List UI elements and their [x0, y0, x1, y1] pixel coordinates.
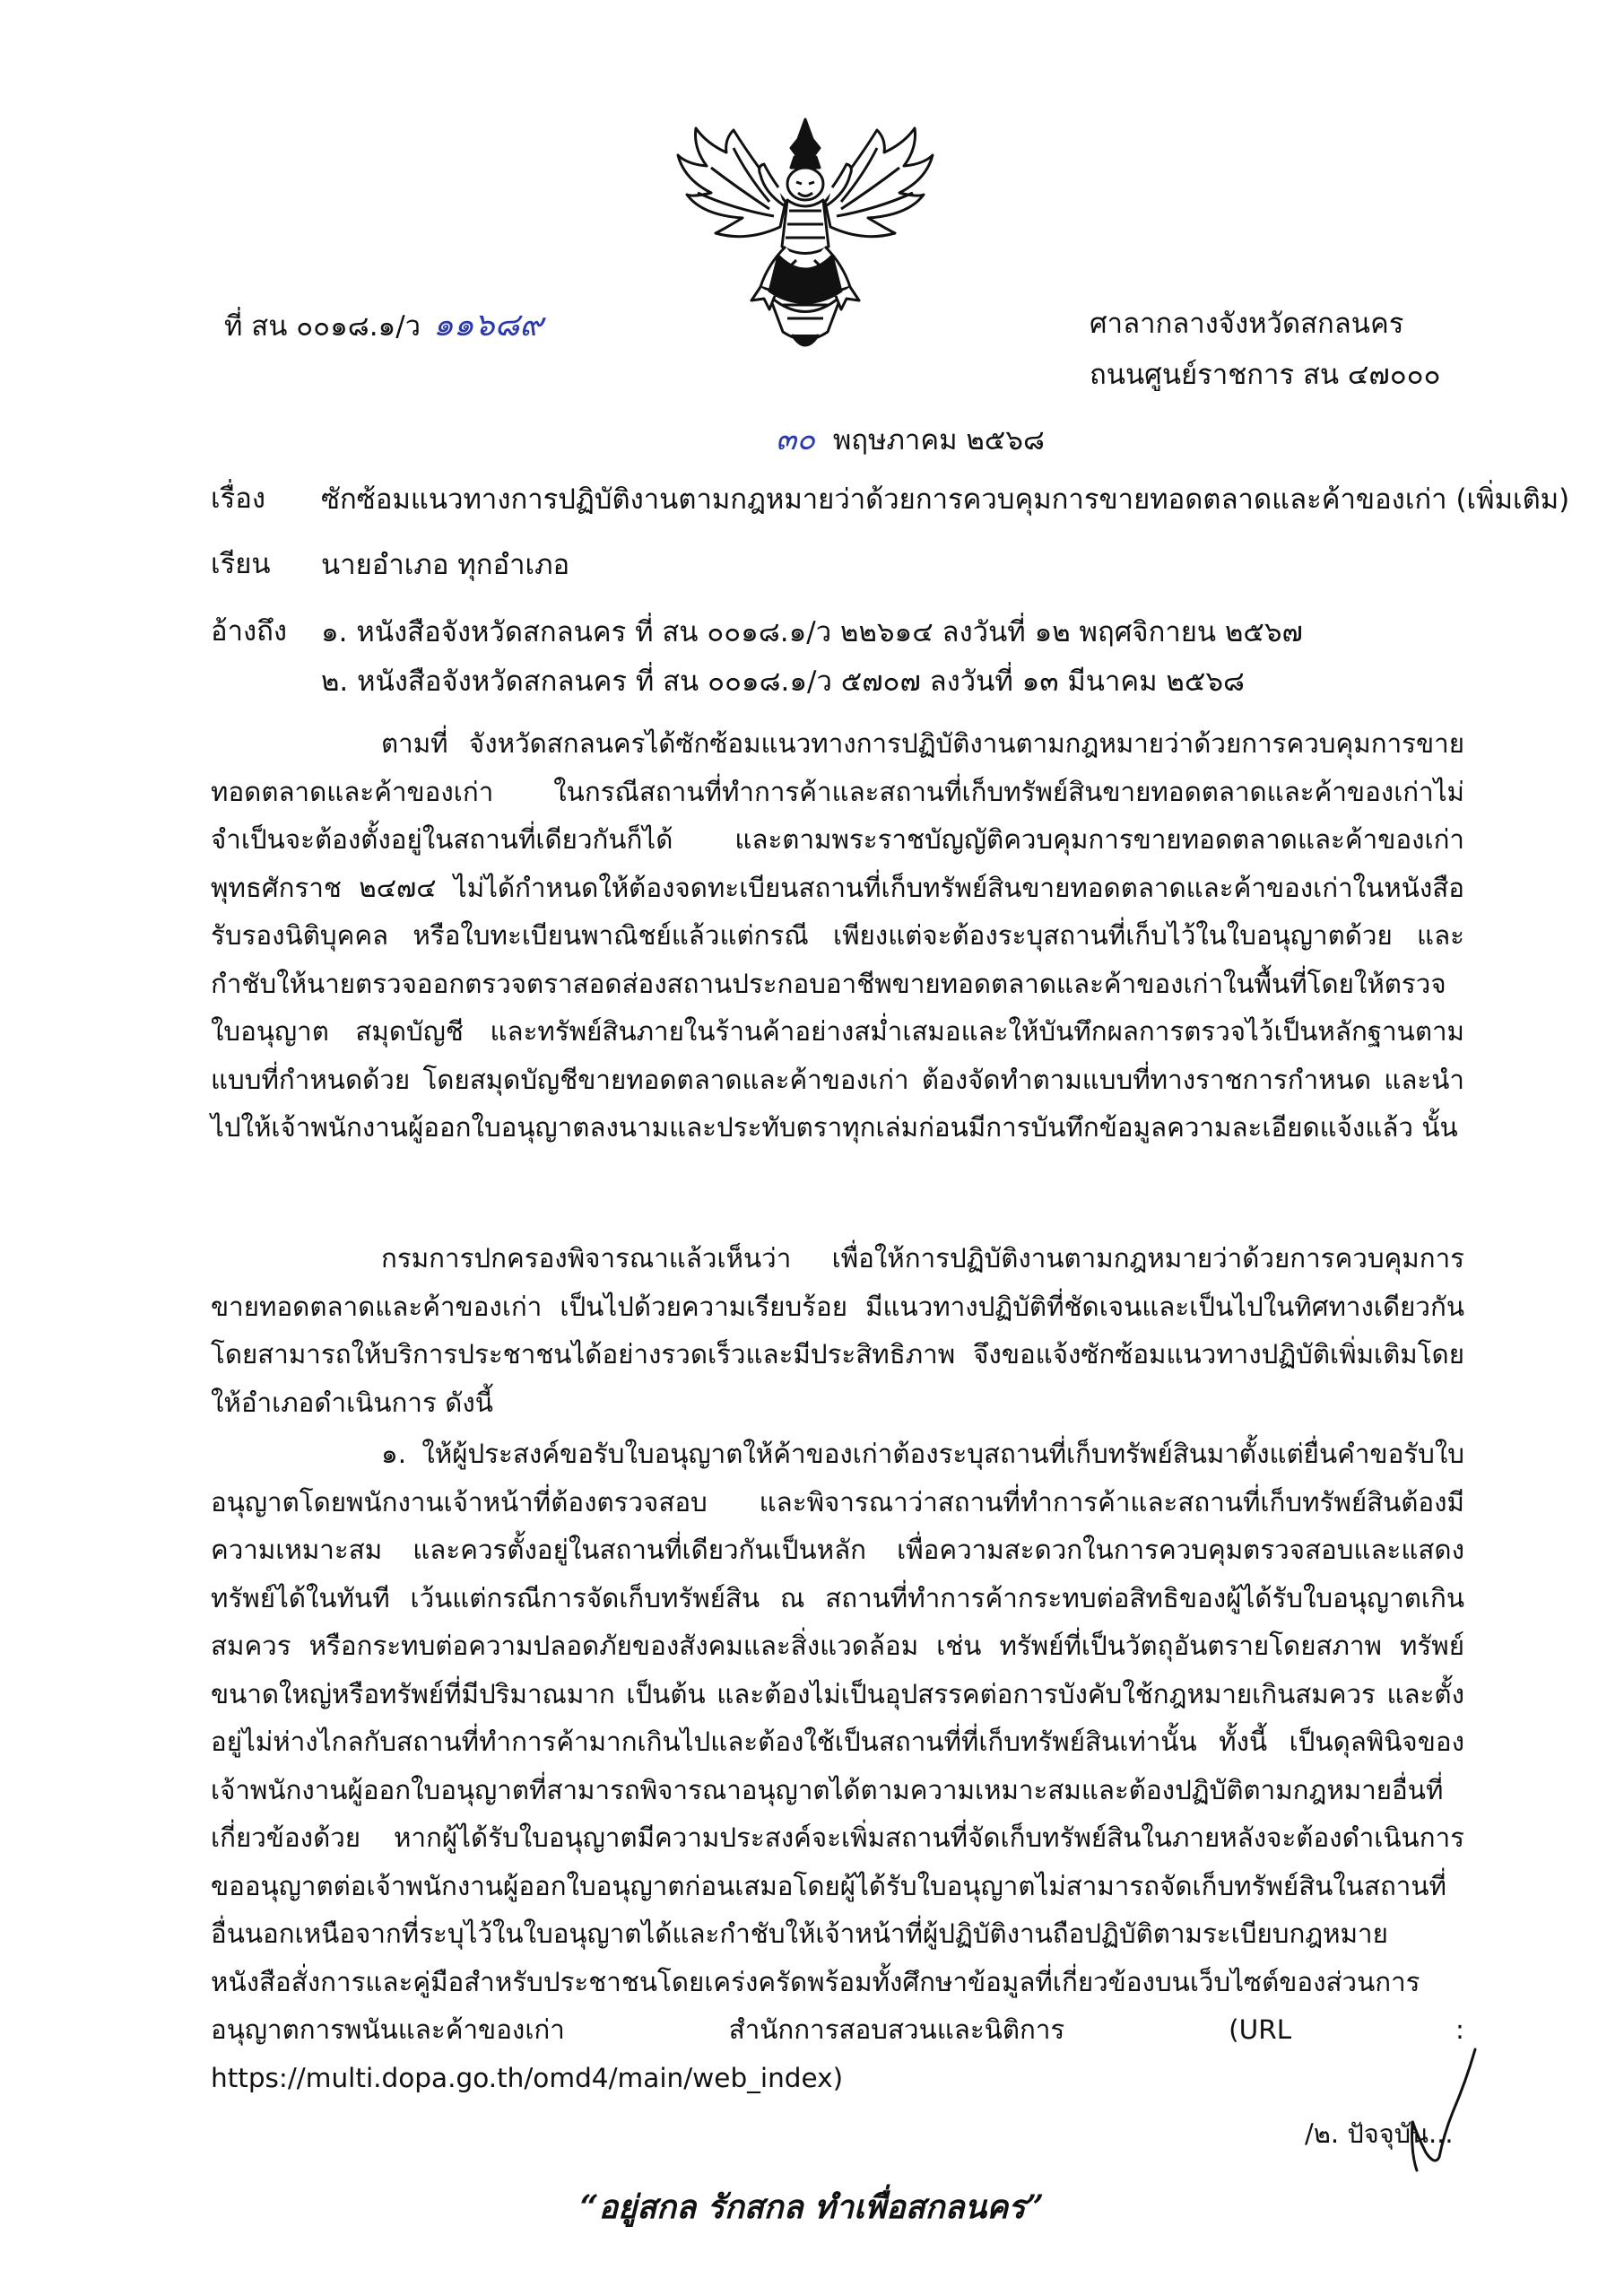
- document-number-handwritten: ๑๑๖๘๙: [432, 307, 543, 344]
- body-paragraph-consideration: กรมการปกครองพิจารณาแล้วเห็นว่า เพื่อให้การปฏิบัติงานตามกฎหมายว่าด้วยการควบคุมการขายทอดตลาดและค้าของเก่า เป็นไปด้วยความเรียบร้อย มีแนวทางปฏิบัติที่ชัดเจนและเป็นไปในทิศทางเดียวกันโดยสามารถให้บริการประชาชนได้อย่างรวดเร็วและมีประสิทธิภาพ จึงขอแจ้งซักซ้อมแนวทางปฏิบัติเพิ่มเติมโดยให้อำเภอดำเนินการ ดังนี้: [211, 1243, 1464, 1418]
- office-address: ถนนศูนย์ราชการ สน ๔๗๐๐๐: [1090, 359, 1441, 391]
- recipient-label: เรียน: [211, 548, 271, 580]
- signature-mark-icon: [1376, 2045, 1502, 2179]
- references-label: อ้างถึง: [211, 615, 288, 648]
- document-number: [224, 299, 543, 350]
- issuing-office-address: [1090, 299, 1440, 401]
- letter-date: [776, 414, 1045, 463]
- document-number-text: ที่ สน ๐๐๑๘.๑/ว: [224, 310, 421, 343]
- date-day-handwritten: ๓๐: [776, 422, 815, 457]
- reference-item: ๒. หนังสือจังหวัดสกลนคร ที่ สน ๐๐๑๘.๑/ว ๕๗๐๗ ลงวันที่ ๑๓ มีนาคม ๒๕๖๘: [321, 665, 1245, 698]
- subject-label: เรื่อง: [211, 483, 266, 515]
- office-name: ศาลากลางจังหวัดสกลนคร: [1090, 308, 1404, 340]
- provincial-motto: “อยู่สกล รักสกล ทำเพื่อสกลนคร”: [579, 2188, 1045, 2226]
- references-list: [321, 608, 1612, 707]
- continued-next-page: /๒. ปัจจุบัน...: [1305, 2118, 1454, 2149]
- body-paragraph-background: ตามที่ จังหวัดสกลนครได้ซักซ้อมแนวทางการปฏิบัติงานตามกฎหมายว่าด้วยการควบคุมการขายทอดตลาดและค้าของเก่า ในกรณีสถานที่ทำการค้าและสถานที่เก็บทรัพย์สินขายทอดตลาดและค้าของเก่าไม่จำเป็นจะต้องตั้งอยู่ในสถานที่เดียวกันก็ได้ และตามพระราชบัญญัติควบคุมการขายทอดตลาดและค้าของเก่า พุทธศักราช ๒๔๗๔ ไม่ได้กำหนดให้ต้องจดทะเบียนสถานที่เก็บทรัพย์สินขายทอดตลาดและค้าของเก่าในหนังสือรับรองนิติบุคคล หรือใบทะเบียนพาณิชย์แล้วแต่กรณี เพียงแต่จะต้องระบุสถานที่เก็บไว้ในใบอนุญาตด้วย และกำชับให้นายตรวจออกตรวจตราสอดส่องสถานประกอบอาชีพขายทอดตลาดและค้าของเก่าในพื้นที่โดยให้ตรวจใบอนุญาต สมุดบัญชี และทรัพย์สินภายในร้านค้าอย่างสม่ำเสมอและให้บันทึกผลการตรวจไว้เป็นหลักฐานตามแบบที่กำหนดด้วย โดยสมุดบัญชีขายทอดตลาดและค้าของเก่า ต้องจัดทำตามแบบที่ทางราชการกำหนด และนำไปให้เจ้าพนักงานผู้ออกใบอนุญาตลงนามและประทับตราทุกเล่มก่อนมีการบันทึกข้อมูลความละเอียดแจ้งแล้ว นั้น: [211, 728, 1464, 1143]
- garuda-emblem-icon: [671, 112, 940, 359]
- body-paragraph-item-1: ๑. ให้ผู้ประสงค์ขอรับใบอนุญาตให้ค้าของเก่าต้องระบุสถานที่เก็บทรัพย์สินมาตั้งแต่ยื่นคำขอรับใบอนุญาตโดยพนักงานเจ้าหน้าที่ต้องตรวจสอบ และพิจารณาว่าสถานที่ทำการค้าและสถานที่เก็บทรัพย์สินต้องมีความเหมาะสม และควรตั้งอยู่ในสถานที่เดียวกันเป็นหลัก เพื่อความสะดวกในการควบคุมตรวจสอบและแสดงทรัพย์ได้ในทันที เว้นแต่กรณีการจัดเก็บทรัพย์สิน ณ สถานที่ทำการค้ากระทบต่อสิทธิของผู้ได้รับใบอนุญาตเกินสมควร หรือกระทบต่อความปลอดภัยของสังคมและสิ่งแวดล้อม เช่น ทรัพย์ที่เป็นวัตถุอันตรายโดยสภาพ ทรัพย์ขนาดใหญ่หรือทรัพย์ที่มีปริมาณมาก เป็นต้น และต้องไม่เป็นอุปสรรคต่อการบังคับใช้กฎหมายเกินสมควร และตั้งอยู่ไม่ห่างไกลกับสถานที่ทำการค้ามากเกินไปและต้องใช้เป็นสถานที่ที่เก็บทรัพย์สินเท่านั้น ทั้งนี้ เป็นดุลพินิจของเจ้าพนักงานผู้ออกใบอนุญาตที่สามารถพิจารณาอนุญาตได้ตามความเหมาะสมและต้องปฏิบัติตามกฎหมายอื่นที่เกี่ยวข้องด้วย หากผู้ได้รับใบอนุญาตมีความประสงค์จะเพิ่มสถานที่จัดเก็บทรัพย์สินในภายหลังจะต้องดำเนินการขออนุญาตต่อเจ้าพนักงานผู้ออกใบอนุญาตก่อนเสมอโดยผู้ได้รับใบอนุญาตไม่สามารถจัดเก็บทรัพย์สินในสถานที่อื่นนอกเหนือจากที่ระบุไว้ในใบอนุญาตได้และกำชับให้เจ้าหน้าที่ผู้ปฏิบัติงานถือปฏิบัติตามระเบียบกฎหมายหนังสือสั่งการและคู่มือสำหรับประชาชนโดยเคร่งครัดพร้อมทั้งศึกษาข้อมูลที่เกี่ยวข้องบนเว็บไซต์ของส่วนการอนุญาตการพนันและค้าของเก่า สำนักการสอบสวนและนิติการ (URL : https://multi.dopa.go.th/omd4/main/web_index): [211, 1439, 1464, 2093]
- date-month-year: พฤษภาคม ๒๕๖๘: [832, 424, 1045, 457]
- recipient-text: นายอำเภอ ทุกอำเภอ: [321, 549, 570, 581]
- reference-item: ๑. หนังสือจังหวัดสกลนคร ที่ สน ๐๐๑๘.๑/ว ๒๒๖๑๔ ลงวันที่ ๑๒ พฤศจิกายน ๒๕๖๗: [321, 616, 1303, 648]
- subject-text: ซักซ้อมแนวทางการปฏิบัติงานตามกฎหมายว่าด้วยการควบคุมการขายทอดตลาดและค้าของเก่า (เพิ่มเติม): [321, 483, 1570, 516]
